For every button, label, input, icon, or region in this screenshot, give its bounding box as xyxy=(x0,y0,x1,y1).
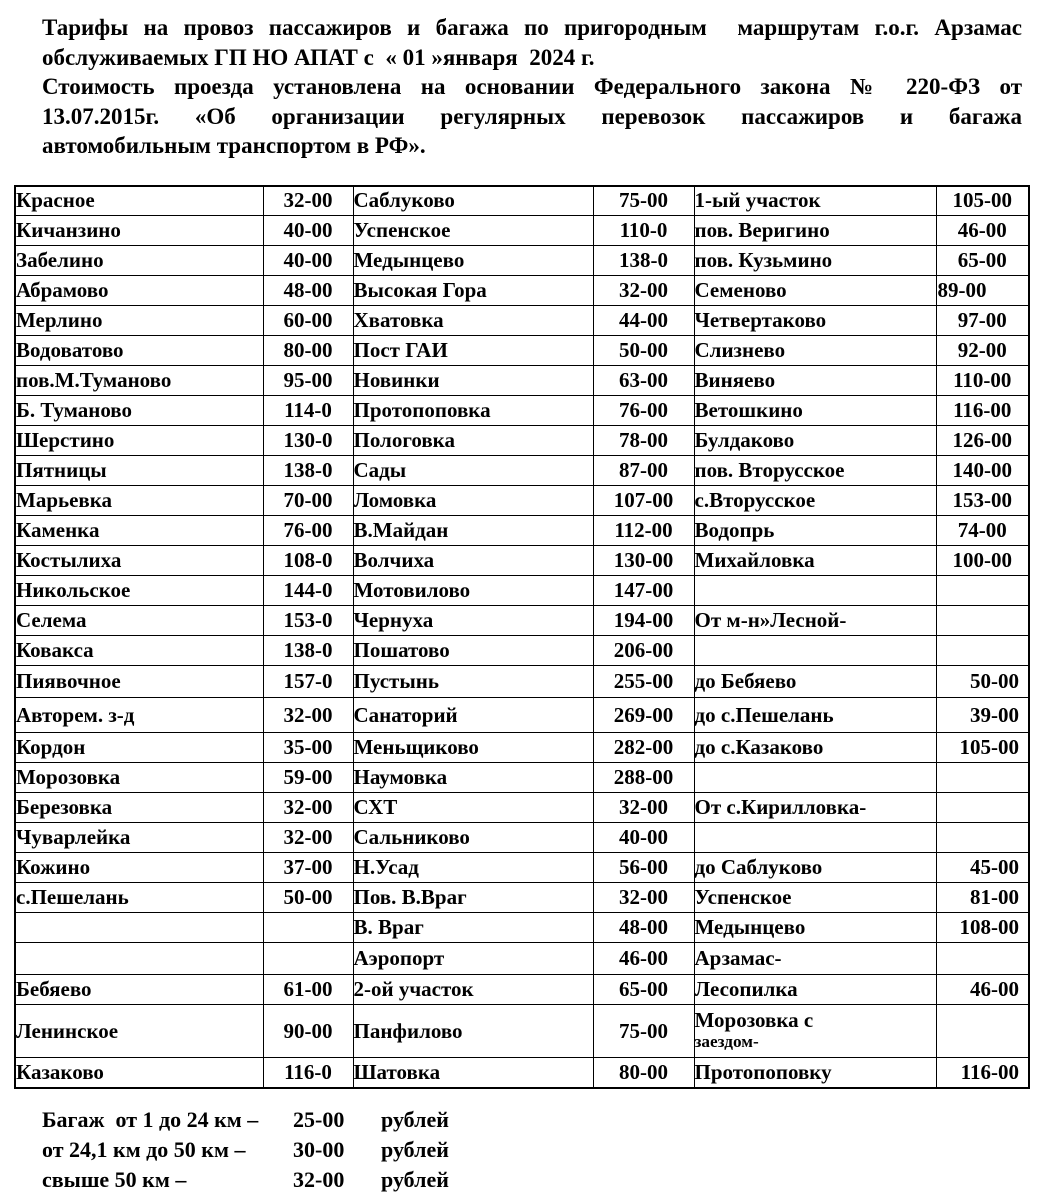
fare-cell: 46-00 xyxy=(936,975,1029,1005)
stop-name-cell: Пиявочное xyxy=(15,666,263,698)
stop-name-cell: Санаторий xyxy=(353,698,593,733)
baggage-line xyxy=(42,1105,1041,1135)
table-row xyxy=(15,763,1029,793)
table-row xyxy=(15,793,1029,823)
stop-name-line: Морозовка с xyxy=(694,1008,814,1032)
stop-name-cell: Новинки xyxy=(353,366,593,396)
table-row xyxy=(15,396,1029,426)
fare-cell: 48-00 xyxy=(593,913,694,943)
fare-cell: 76-00 xyxy=(263,516,353,546)
stop-name-cell: Пятницы xyxy=(15,456,263,486)
fare-cell: 87-00 xyxy=(593,456,694,486)
table-row xyxy=(15,456,1029,486)
table-row xyxy=(15,975,1029,1005)
fare-cell: 97-00 xyxy=(936,306,1029,336)
fare-cell xyxy=(263,913,353,943)
stop-name-cell: Пустынь xyxy=(353,666,593,698)
stop-name-cell: Успенское xyxy=(694,883,936,913)
fare-cell: 46-00 xyxy=(936,216,1029,246)
fare-cell: 78-00 xyxy=(593,426,694,456)
stop-name-cell: Абрамово xyxy=(15,276,263,306)
stop-name-cell: Саблуково xyxy=(353,186,593,216)
stop-name-cell: Водоватово xyxy=(15,336,263,366)
stop-name-cell: Водопрь xyxy=(694,516,936,546)
baggage-price: 32-00 xyxy=(293,1166,345,1192)
stop-name-cell: От м-н»Лесной- xyxy=(694,606,936,636)
fare-cell: 75-00 xyxy=(593,1005,694,1058)
fare-cell: 107-00 xyxy=(593,486,694,516)
fare-cell xyxy=(263,943,353,975)
stop-name-cell: Никольское xyxy=(15,576,263,606)
fare-cell: 32-00 xyxy=(263,793,353,823)
fare-cell xyxy=(936,636,1029,666)
stop-name-cell: В. Враг xyxy=(353,913,593,943)
stop-name-cell: Ленинское xyxy=(15,1005,263,1058)
baggage-line xyxy=(42,1165,1041,1195)
table-row xyxy=(15,666,1029,698)
stop-name-cell: пов. Кузьмино xyxy=(694,246,936,276)
stop-name-cell: От с.Кирилловка- xyxy=(694,793,936,823)
fare-cell: 40-00 xyxy=(263,246,353,276)
fare-cell xyxy=(936,823,1029,853)
fare-cell: 46-00 xyxy=(593,943,694,975)
table-row xyxy=(15,1005,1029,1058)
fare-cell: 76-00 xyxy=(593,396,694,426)
tariff-table xyxy=(14,185,1030,1089)
stop-name-cell: Волчиха xyxy=(353,546,593,576)
fare-cell: 108-0 xyxy=(263,546,353,576)
fare-cell: 130-00 xyxy=(593,546,694,576)
stop-name-cell: Б. Туманово xyxy=(15,396,263,426)
baggage-price: 25-00 xyxy=(293,1106,345,1132)
fare-cell: 116-00 xyxy=(936,396,1029,426)
table-row xyxy=(15,883,1029,913)
fare-cell: 63-00 xyxy=(593,366,694,396)
stop-name-cell: Красное xyxy=(15,186,263,216)
stop-name-cell: пов.М.Туманово xyxy=(15,366,263,396)
stop-name-cell xyxy=(15,913,263,943)
stop-name-cell: Меньщиково xyxy=(353,733,593,763)
stop-name-cell: 2-ой участок xyxy=(353,975,593,1005)
stop-name-cell: Сальниково xyxy=(353,823,593,853)
table-row xyxy=(15,853,1029,883)
header-line: Стоимость проезда установлена на основании Федерального закона № 220-ФЗ от xyxy=(42,74,1022,99)
table-row xyxy=(15,576,1029,606)
stop-name-cell: Сады xyxy=(353,456,593,486)
stop-name-cell: Чернуха xyxy=(353,606,593,636)
stop-name-cell: Ковакса xyxy=(15,636,263,666)
stop-name-cell: Бебяево xyxy=(15,975,263,1005)
baggage-unit: рублей xyxy=(381,1166,449,1192)
header-line: 13.07.2015г. «Об организации регулярных перевозок пассажиров и багажа xyxy=(42,103,1022,129)
fare-cell: 32-00 xyxy=(593,883,694,913)
stop-name-cell: Морозовка xyxy=(15,763,263,793)
fare-cell xyxy=(936,606,1029,636)
header-line: Тарифы на провоз пассажиров и багажа по пригородным маршрутам г.о.г. Арзамас xyxy=(42,15,1022,40)
fare-cell: 61-00 xyxy=(263,975,353,1005)
stop-name-cell: Авторем. з-д xyxy=(15,698,263,733)
table-row xyxy=(15,306,1029,336)
fare-cell: 32-00 xyxy=(263,698,353,733)
stop-name-cell: Панфилово xyxy=(353,1005,593,1058)
stop-name-cell: Успенское xyxy=(353,216,593,246)
fare-cell: 32-00 xyxy=(593,793,694,823)
baggage-line xyxy=(42,1135,1041,1165)
fare-cell: 126-00 xyxy=(936,426,1029,456)
stop-name-cell: Протопоповку xyxy=(694,1058,936,1088)
fare-cell: 35-00 xyxy=(263,733,353,763)
table-row xyxy=(15,1058,1029,1088)
fare-cell: 70-00 xyxy=(263,486,353,516)
fare-cell: 282-00 xyxy=(593,733,694,763)
fare-cell: 39-00 xyxy=(936,698,1029,733)
stop-name-cell: Булдаково xyxy=(694,426,936,456)
stop-name-cell: Кордон xyxy=(15,733,263,763)
table-row xyxy=(15,186,1029,216)
stop-name-cell: Чуварлейка xyxy=(15,823,263,853)
table-row xyxy=(15,733,1029,763)
fare-cell: 50-00 xyxy=(593,336,694,366)
fare-cell: 48-00 xyxy=(263,276,353,306)
stop-name-subline: заездом- xyxy=(694,1032,759,1052)
fare-cell: 95-00 xyxy=(263,366,353,396)
stop-name-cell: Каменка xyxy=(15,516,263,546)
fare-cell: 105-00 xyxy=(936,733,1029,763)
header-line: автомобильным транспортом в РФ». xyxy=(42,133,426,158)
fare-cell: 255-00 xyxy=(593,666,694,698)
stop-name-cell: до с.Пешелань xyxy=(694,698,936,733)
table-row xyxy=(15,246,1029,276)
fare-cell: 56-00 xyxy=(593,853,694,883)
stop-name-cell: Протопоповка xyxy=(353,396,593,426)
fare-cell: 147-00 xyxy=(593,576,694,606)
document-header xyxy=(0,0,1022,161)
stop-name-cell: Арзамас- xyxy=(694,943,936,975)
table-row xyxy=(15,636,1029,666)
fare-cell: 110-00 xyxy=(936,366,1029,396)
fare-cell: 206-00 xyxy=(593,636,694,666)
fare-cell: 50-00 xyxy=(263,883,353,913)
fare-cell: 32-00 xyxy=(593,276,694,306)
fare-cell: 138-0 xyxy=(263,456,353,486)
table-row xyxy=(15,486,1029,516)
fare-cell: 108-00 xyxy=(936,913,1029,943)
fare-cell: 138-0 xyxy=(593,246,694,276)
table-row xyxy=(15,516,1029,546)
fare-cell: 75-00 xyxy=(593,186,694,216)
fare-cell: 138-0 xyxy=(263,636,353,666)
fare-cell: 116-0 xyxy=(263,1058,353,1088)
stop-name-cell: до с.Казаково xyxy=(694,733,936,763)
table-row xyxy=(15,913,1029,943)
baggage-unit: рублей xyxy=(381,1136,449,1162)
stop-name-cell xyxy=(694,1005,936,1058)
fare-cell: 153-00 xyxy=(936,486,1029,516)
table-row xyxy=(15,216,1029,246)
stop-name-cell: Костылиха xyxy=(15,546,263,576)
fare-cell: 114-0 xyxy=(263,396,353,426)
stop-name-cell: Пост ГАИ xyxy=(353,336,593,366)
baggage-unit: рублей xyxy=(381,1106,449,1132)
stop-name-cell: Казаково xyxy=(15,1058,263,1088)
stop-name-cell: Мотовилово xyxy=(353,576,593,606)
baggage-range-label: Багаж от 1 до 24 км – xyxy=(42,1106,259,1132)
fare-cell: 116-00 xyxy=(936,1058,1029,1088)
header-line: обслуживаемых ГП НО АПАТ с « 01 »января 2024 г. xyxy=(42,44,595,70)
stop-name-cell xyxy=(15,943,263,975)
stop-name-cell: Н.Усад xyxy=(353,853,593,883)
fare-cell: 60-00 xyxy=(263,306,353,336)
fare-cell: 112-00 xyxy=(593,516,694,546)
stop-name-cell: Медынцево xyxy=(353,246,593,276)
fare-cell: 40-00 xyxy=(263,216,353,246)
stop-name-cell: Марьевка xyxy=(15,486,263,516)
stop-name-cell: Михайловка xyxy=(694,546,936,576)
fare-cell: 90-00 xyxy=(263,1005,353,1058)
fare-cell: 89-00 xyxy=(936,276,1029,306)
fare-cell: 140-00 xyxy=(936,456,1029,486)
stop-name-cell: пов. Вторусское xyxy=(694,456,936,486)
stop-name-cell: Шерстино xyxy=(15,426,263,456)
baggage-range-label: от 24,1 км до 50 км – xyxy=(42,1136,246,1162)
stop-name-cell: Ветошкино xyxy=(694,396,936,426)
fare-cell: 269-00 xyxy=(593,698,694,733)
table-row xyxy=(15,366,1029,396)
fare-cell: 157-0 xyxy=(263,666,353,698)
stop-name-cell: В.Майдан xyxy=(353,516,593,546)
stop-name-cell: СХТ xyxy=(353,793,593,823)
fare-cell: 65-00 xyxy=(593,975,694,1005)
stop-name-cell: с.Пешелань xyxy=(15,883,263,913)
table-row xyxy=(15,698,1029,733)
fare-cell xyxy=(936,763,1029,793)
stop-name-cell: с.Вторусское xyxy=(694,486,936,516)
fare-cell xyxy=(936,943,1029,975)
stop-name-cell xyxy=(694,763,936,793)
table-row xyxy=(15,606,1029,636)
fare-cell: 81-00 xyxy=(936,883,1029,913)
stop-name-cell: пов. Веригино xyxy=(694,216,936,246)
table-row xyxy=(15,426,1029,456)
fare-cell: 37-00 xyxy=(263,853,353,883)
stop-name-cell: Мерлино xyxy=(15,306,263,336)
fare-cell: 92-00 xyxy=(936,336,1029,366)
fare-cell: 80-00 xyxy=(263,336,353,366)
stop-name-cell: Лесопилка xyxy=(694,975,936,1005)
stop-name-cell: Четвертаково xyxy=(694,306,936,336)
stop-name-cell: Кожино xyxy=(15,853,263,883)
stop-name-cell: Медынцево xyxy=(694,913,936,943)
stop-name-cell: до Бебяево xyxy=(694,666,936,698)
stop-name-cell: Пологовка xyxy=(353,426,593,456)
stop-name-cell: Селема xyxy=(15,606,263,636)
fare-cell: 105-00 xyxy=(936,186,1029,216)
stop-name-cell: Кичанзино xyxy=(15,216,263,246)
fare-cell: 45-00 xyxy=(936,853,1029,883)
stop-name-cell: Слизнево xyxy=(694,336,936,366)
table-row xyxy=(15,276,1029,306)
stop-name-cell xyxy=(694,636,936,666)
stop-name-cell: Хватовка xyxy=(353,306,593,336)
table-row xyxy=(15,546,1029,576)
fare-cell: 59-00 xyxy=(263,763,353,793)
fare-cell: 110-0 xyxy=(593,216,694,246)
fare-cell: 144-0 xyxy=(263,576,353,606)
stop-name-cell: Наумовка xyxy=(353,763,593,793)
fare-cell xyxy=(936,1005,1029,1058)
stop-name-cell xyxy=(694,823,936,853)
fare-cell: 50-00 xyxy=(936,666,1029,698)
fare-cell: 74-00 xyxy=(936,516,1029,546)
fare-cell: 80-00 xyxy=(593,1058,694,1088)
baggage-tariffs xyxy=(42,1105,1041,1195)
stop-name-cell: Шатовка xyxy=(353,1058,593,1088)
baggage-range-label: свыше 50 км – xyxy=(42,1166,187,1192)
fare-cell: 194-00 xyxy=(593,606,694,636)
fare-cell: 44-00 xyxy=(593,306,694,336)
fare-cell: 32-00 xyxy=(263,186,353,216)
fare-cell: 100-00 xyxy=(936,546,1029,576)
stop-name-cell: Пошатово xyxy=(353,636,593,666)
stop-name-cell: Виняево xyxy=(694,366,936,396)
stop-name-cell: Аэропорт xyxy=(353,943,593,975)
fare-cell xyxy=(936,793,1029,823)
fare-cell: 40-00 xyxy=(593,823,694,853)
stop-name-cell: Забелино xyxy=(15,246,263,276)
fare-cell: 32-00 xyxy=(263,823,353,853)
stop-name-cell: до Саблуково xyxy=(694,853,936,883)
fare-cell: 65-00 xyxy=(936,246,1029,276)
baggage-price: 30-00 xyxy=(293,1136,345,1162)
stop-name-cell: Семеново xyxy=(694,276,936,306)
table-row xyxy=(15,823,1029,853)
fare-cell: 130-0 xyxy=(263,426,353,456)
table-row xyxy=(15,943,1029,975)
stop-name-cell xyxy=(694,576,936,606)
stop-name-cell: Березовка xyxy=(15,793,263,823)
stop-name-cell: Пов. В.Враг xyxy=(353,883,593,913)
table-row xyxy=(15,336,1029,366)
stop-name-cell: 1-ый участок xyxy=(694,186,936,216)
stop-name-cell: Ломовка xyxy=(353,486,593,516)
fare-cell: 288-00 xyxy=(593,763,694,793)
fare-cell xyxy=(936,576,1029,606)
stop-name-cell: Высокая Гора xyxy=(353,276,593,306)
fare-cell: 153-0 xyxy=(263,606,353,636)
